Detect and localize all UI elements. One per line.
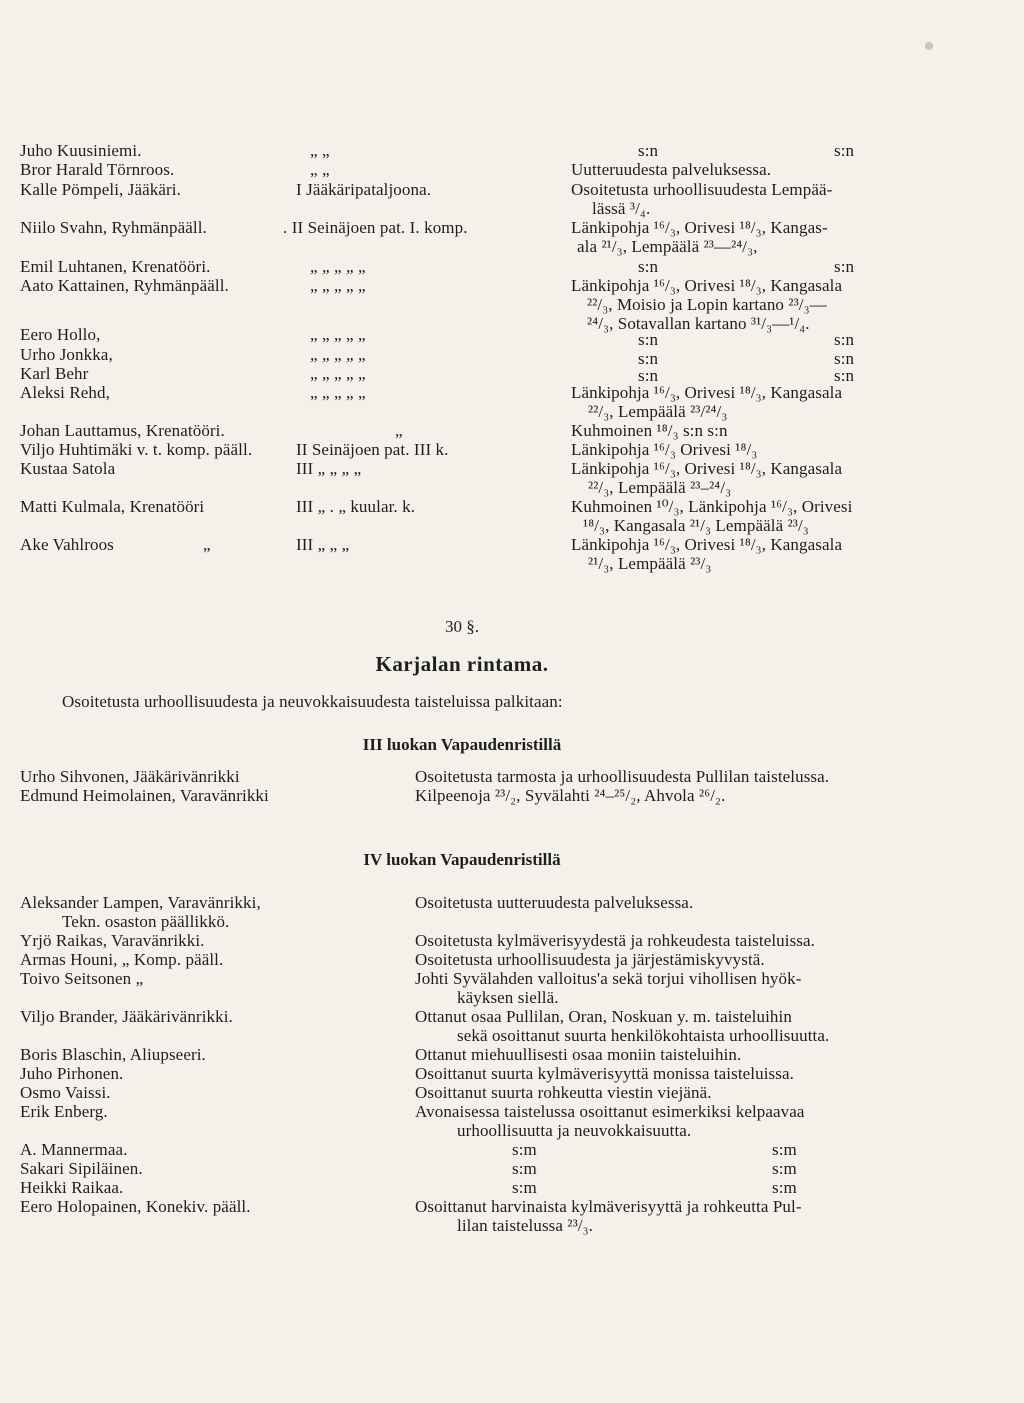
award-text-ditto: s:m: [772, 1140, 797, 1159]
award-text: Ottanut osaa Pullilan, Oran, Noskuan y. m. taisteluihin: [415, 1007, 792, 1026]
row-dates: s:n: [834, 330, 855, 349]
award-name: Armas Houni, „ Komp. pääll.: [20, 950, 224, 969]
row-unit: I Jääkäripataljoona.: [296, 180, 432, 199]
heading-iii-class: III luokan Vapaudenristillä: [362, 735, 562, 754]
row-place: s:n: [638, 141, 659, 160]
award-text: Osoittanut suurta kylmäverisyyttä monissa taisteluissa.: [415, 1064, 794, 1083]
row-place: Länkipohja ¹⁶/₃, Orivesi ¹⁸/₃, Kangasala: [571, 535, 843, 554]
award-text: käyksen siellä.: [457, 988, 559, 1007]
row-place: ¹⁸/₃, Kangasala ²¹/₃ Lempäälä ²³/₃: [583, 516, 809, 535]
row-unit: „ „ „ „ „: [310, 257, 366, 276]
row-place: Länkipohja ¹⁶/₃ Orivesi ¹⁸/₃: [571, 440, 758, 459]
award-name: Boris Blaschin, Aliupseeri.: [20, 1045, 206, 1064]
row-name: Bror Harald Törnroos.: [20, 160, 175, 179]
row-unit: „ „ „ „ „: [310, 276, 366, 295]
award-text: Kilpeenoja ²³/₂, Syvälahti ²⁴–²⁵/₂, Ahvola ²⁶/₂.: [415, 786, 726, 805]
row-place: Länkipohja ¹⁶/₃, Orivesi ¹⁸/₃, Kangas-: [571, 218, 828, 237]
ditto-mark: „: [203, 535, 211, 554]
row-place: lässä ³/₄.: [592, 199, 651, 218]
row-place: s:n: [638, 349, 659, 368]
award-text: lilan taistelussa ²³/₃.: [457, 1216, 593, 1235]
row-unit: „ „: [310, 141, 330, 160]
award-name: A. Mannermaa.: [20, 1140, 128, 1159]
row-unit: „ „ „ „ „: [310, 325, 366, 344]
row-dates: s:n: [834, 141, 855, 160]
row-name: Viljo Huhtimäki v. t. komp. pääll.: [20, 440, 253, 459]
award-name: Yrjö Raikas, Varavänrikki.: [20, 931, 205, 950]
section-number: 30 §.: [445, 617, 479, 636]
award-name: Juho Pirhonen.: [20, 1064, 124, 1083]
row-dates: s:n: [834, 366, 855, 385]
award-text: Osoitetusta urhoollisuudesta ja järjestämiskyvystä.: [415, 950, 765, 969]
award-name: Toivo Seitsonen „: [20, 969, 144, 988]
award-text: Ottanut miehuullisesti osaa moniin taisteluihin.: [415, 1045, 742, 1064]
row-name: Kustaa Satola: [20, 459, 116, 478]
row-name: Johan Lauttamus, Krenatööri.: [20, 421, 225, 440]
row-unit: „ „ „ „ „: [310, 383, 366, 402]
award-text: s:m: [512, 1140, 537, 1159]
row-place: s:n: [638, 257, 659, 276]
award-text: Osoitetusta kylmäverisyydestä ja rohkeudesta taisteluissa.: [415, 931, 816, 950]
award-text-ditto: s:m: [772, 1159, 797, 1178]
award-name: Heikki Raikaa.: [20, 1178, 124, 1197]
row-place: Länkipohja ¹⁶/₃, Orivesi ¹⁸/₃, Kangasala: [571, 383, 843, 402]
intro-text: Osoitetusta urhoollisuudesta ja neuvokkaisuudesta taisteluissa palkitaan:: [62, 692, 563, 711]
row-unit: III „ „ „: [296, 535, 350, 554]
row-name: Urho Jonkka,: [20, 345, 113, 364]
row-dates: s:n: [834, 257, 855, 276]
heading-iv-class: IV luokan Vapaudenristillä: [363, 850, 561, 869]
award-name: Tekn. osaston päällikkö.: [62, 912, 230, 931]
row-unit: III „ „ „ „: [296, 459, 362, 478]
section-title: Karjalan rintama.: [375, 652, 549, 676]
row-unit: . II Seinäjoen pat. I. komp.: [283, 218, 468, 237]
row-unit: III „ . „ kuular. k.: [296, 497, 416, 516]
row-place: ²⁴/₃, Sotavallan kartano ³¹/₃—¹/₄.: [587, 314, 810, 333]
row-unit: „ „: [310, 160, 330, 179]
award-text: Avonaisessa taistelussa osoittanut esimerkiksi kelpaavaa: [415, 1102, 805, 1121]
row-place: ala ²¹/₃, Lempäälä ²³—²⁴/₃,: [577, 237, 758, 256]
row-unit: „ „ „ „ „: [310, 364, 366, 383]
row-place: s:n: [638, 366, 659, 385]
row-place: Osoitetusta urhoollisuudesta Lempää-: [571, 180, 833, 199]
row-place: Länkipohja ¹⁶/₃, Orivesi ¹⁸/₃, Kangasala: [571, 276, 843, 295]
row-unit: „ „ „ „ „: [310, 345, 366, 364]
row-unit: „: [395, 421, 403, 440]
row-name: Aleksi Rehd,: [20, 383, 110, 402]
award-text: Osoitetusta tarmosta ja urhoollisuudesta Pullilan taistelussa.: [415, 767, 830, 786]
award-name: Viljo Brander, Jääkärivänrikki.: [20, 1007, 233, 1026]
row-place: Uutteruudesta palveluksessa.: [571, 160, 772, 179]
row-place: ²¹/₃, Lempäälä ²³/₃: [588, 554, 712, 573]
award-name: Eero Holopainen, Konekiv. pääll.: [20, 1197, 251, 1216]
row-name: Karl Behr: [20, 364, 89, 383]
award-text: Johti Syvälahden valloitus'a sekä torjui vihollisen hyök-: [415, 969, 802, 988]
row-place: Kuhmoinen ¹⁰/₃, Länkipohja ¹⁶/₃, Orivesi: [571, 497, 853, 516]
row-place: ²²/₃, Lempäälä ²³–²⁴/₃: [588, 478, 732, 497]
row-place: s:n: [638, 330, 659, 349]
row-name: Matti Kulmala, Krenatööri: [20, 497, 205, 516]
row-name: Eero Hollo,: [20, 325, 101, 344]
row-name: Aato Kattainen, Ryhmänpääll.: [20, 276, 229, 295]
award-name: Urho Sihvonen, Jääkärivänrikki: [20, 767, 240, 786]
award-text-ditto: s:m: [772, 1178, 797, 1197]
award-name: Osmo Vaissi.: [20, 1083, 111, 1102]
row-place: Kuhmoinen ¹⁸/₃ s:n s:n: [571, 421, 728, 440]
page-smudge: [925, 42, 933, 50]
row-name: Juho Kuusiniemi.: [20, 141, 142, 160]
award-text: Osoittanut harvinaista kylmäverisyyttä ja rohkeutta Pul-: [415, 1197, 802, 1216]
row-name: Ake Vahlroos: [20, 535, 114, 554]
award-name: Erik Enberg.: [20, 1102, 108, 1121]
award-text: Osoittanut suurta rohkeutta viestin viejänä.: [415, 1083, 712, 1102]
row-name: Kalle Pömpeli, Jääkäri.: [20, 180, 181, 199]
row-place: ²²/₃, Lempäälä ²³/²⁴/₃: [588, 402, 728, 421]
row-place: Länkipohja ¹⁶/₃, Orivesi ¹⁸/₃, Kangasala: [571, 459, 843, 478]
award-text: Osoitetusta uutteruudesta palveluksessa.: [415, 893, 694, 912]
row-place: ²²/₃, Moisio ja Lopin kartano ²³/₃—: [587, 295, 827, 314]
award-text: s:m: [512, 1178, 537, 1197]
row-name: Niilo Svahn, Ryhmänpääll.: [20, 218, 207, 237]
row-unit: II Seinäjoen pat. III k.: [296, 440, 449, 459]
row-dates: s:n: [834, 349, 855, 368]
award-name: Sakari Sipiläinen.: [20, 1159, 143, 1178]
award-name: Edmund Heimolainen, Varavänrikki: [20, 786, 269, 805]
award-text: urhoollisuutta ja neuvokkaisuutta.: [457, 1121, 692, 1140]
row-name: Emil Luhtanen, Krenatööri.: [20, 257, 211, 276]
award-text: s:m: [512, 1159, 537, 1178]
award-text: sekä osoittanut suurta henkilökohtaista urhoollisuutta.: [457, 1026, 830, 1045]
award-name: Aleksander Lampen, Varavänrikki,: [20, 893, 261, 912]
